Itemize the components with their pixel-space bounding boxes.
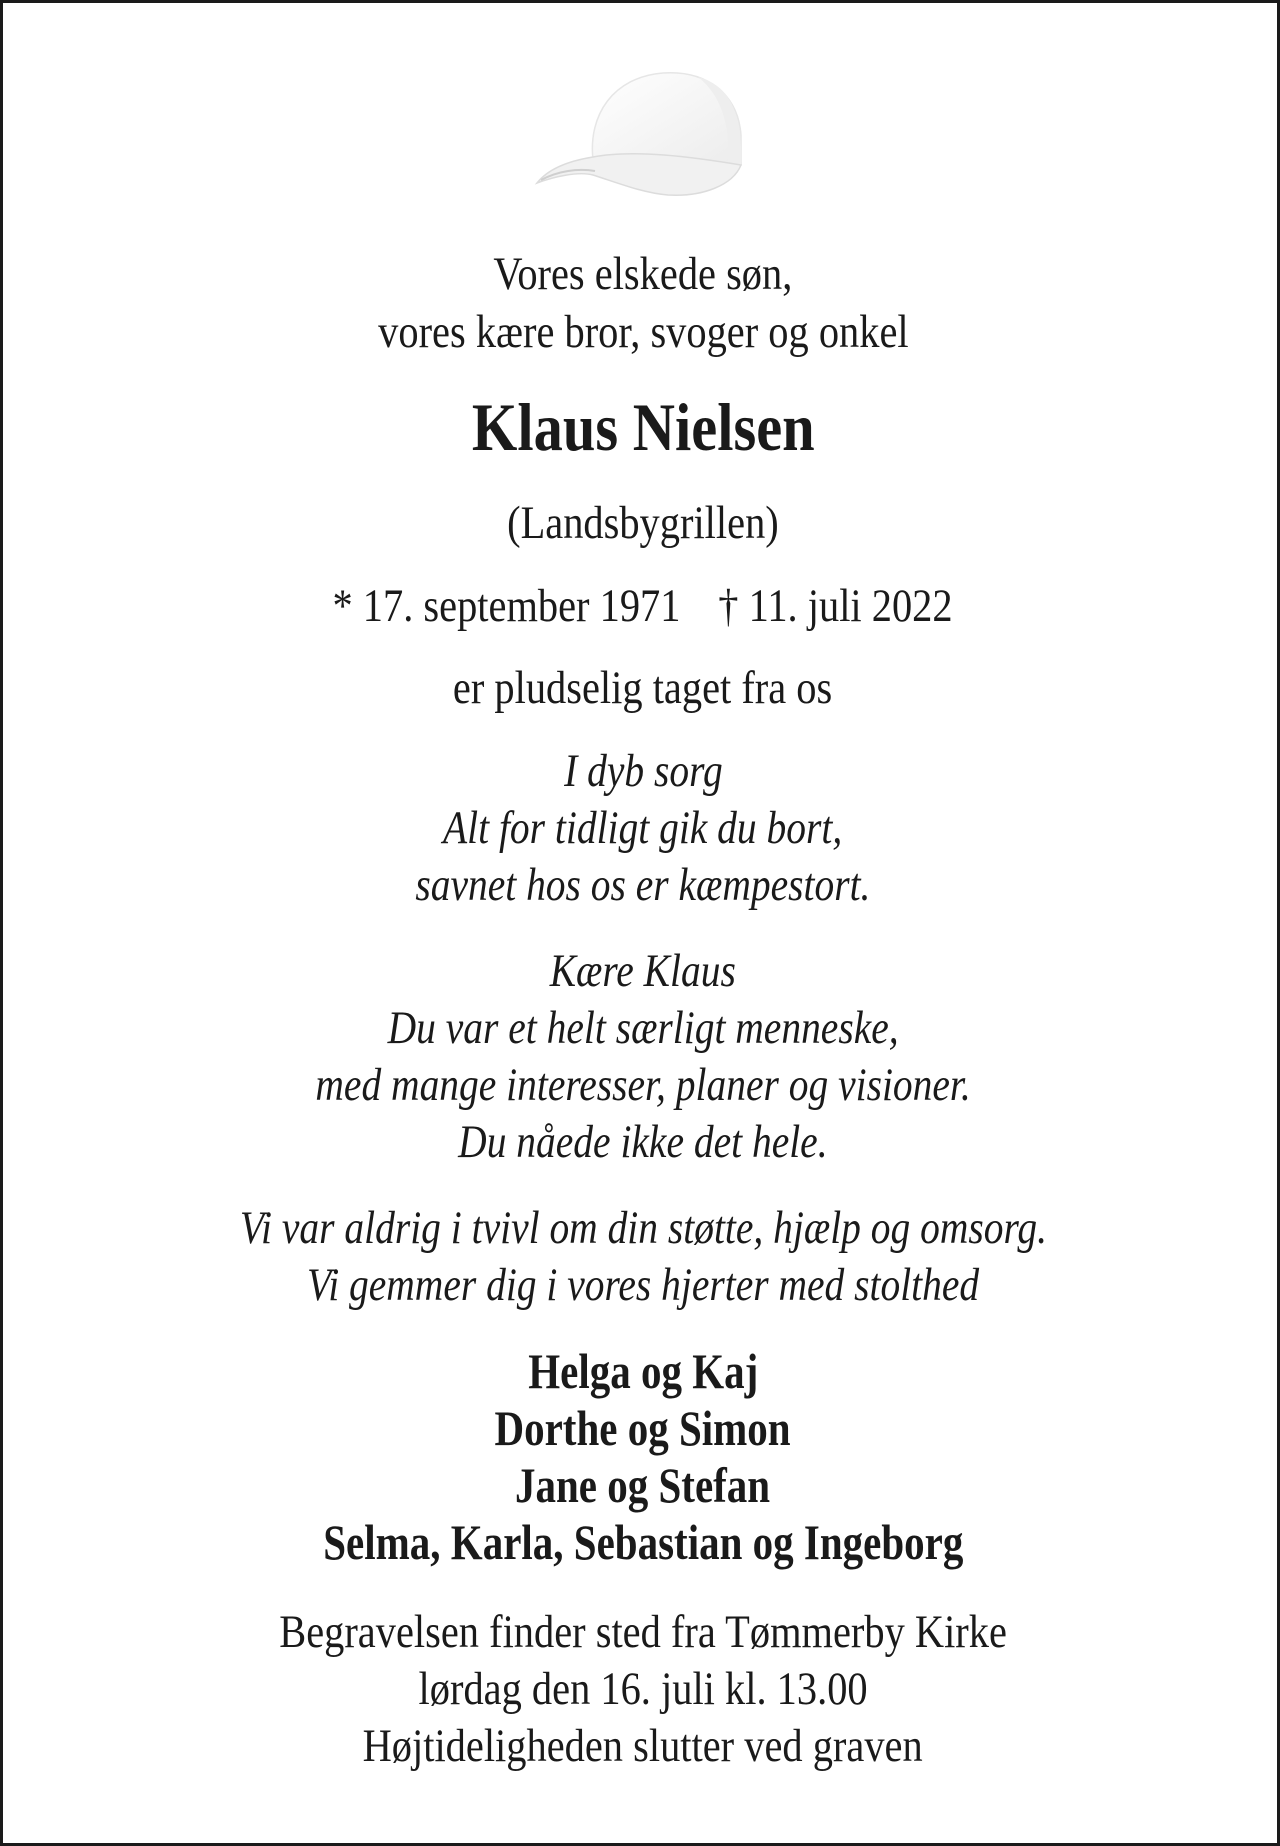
death-date: † 11. juli 2022 bbox=[718, 580, 954, 632]
verse-2-line-1: Kære Klaus bbox=[549, 945, 737, 997]
verse-2-line-2: Du var et helt særligt menneske, bbox=[387, 1002, 899, 1054]
mourner-line-4: Selma, Karla, Sebastian og Ingeborg bbox=[322, 1514, 964, 1570]
deceased-name: Klaus Nielsen bbox=[471, 389, 815, 465]
verse-1-line-3: savnet hos os er kæmpestort. bbox=[415, 859, 871, 911]
verse-3-line-2: Vi gemmer dig i vores hjerter med stolthed bbox=[306, 1259, 980, 1311]
intro-line-2: vores kære bror, svoger og onkel bbox=[377, 306, 909, 358]
life-dates bbox=[3, 580, 1280, 632]
mourner-line-2: Dorthe og Simon bbox=[494, 1400, 792, 1456]
funeral-line-3: Højtideligheden slutter ved graven bbox=[362, 1720, 924, 1772]
verse-2-line-4: Du nåede ikke det hele. bbox=[458, 1116, 828, 1168]
nickname: (Landsbygrillen) bbox=[507, 497, 779, 549]
intro-line-1: Vores elskede søn, bbox=[493, 248, 793, 300]
announcement: er pludselig taget fra os bbox=[453, 662, 833, 714]
verse-1-line-1: I dyb sorg bbox=[563, 745, 723, 797]
verse-2-line-3: med mange interesser, planer og visioner. bbox=[315, 1059, 971, 1111]
mourner-line-3: Jane og Stefan bbox=[515, 1457, 771, 1513]
verse-3-line-1: Vi var aldrig i tvivl om din støtte, hjælp og omsorg. bbox=[239, 1202, 1047, 1254]
funeral-line-1: Begravelsen finder sted fra Tømmerby Kirke bbox=[279, 1606, 1007, 1658]
baseball-cap-icon bbox=[533, 65, 753, 205]
funeral-line-2: lørdag den 16. juli kl. 13.00 bbox=[418, 1663, 868, 1715]
verse-1-line-2: Alt for tidligt gik du bort, bbox=[443, 802, 843, 854]
birth-date: * 17. september 1971 bbox=[332, 580, 681, 632]
mourner-line-1: Helga og Kaj bbox=[527, 1343, 759, 1399]
